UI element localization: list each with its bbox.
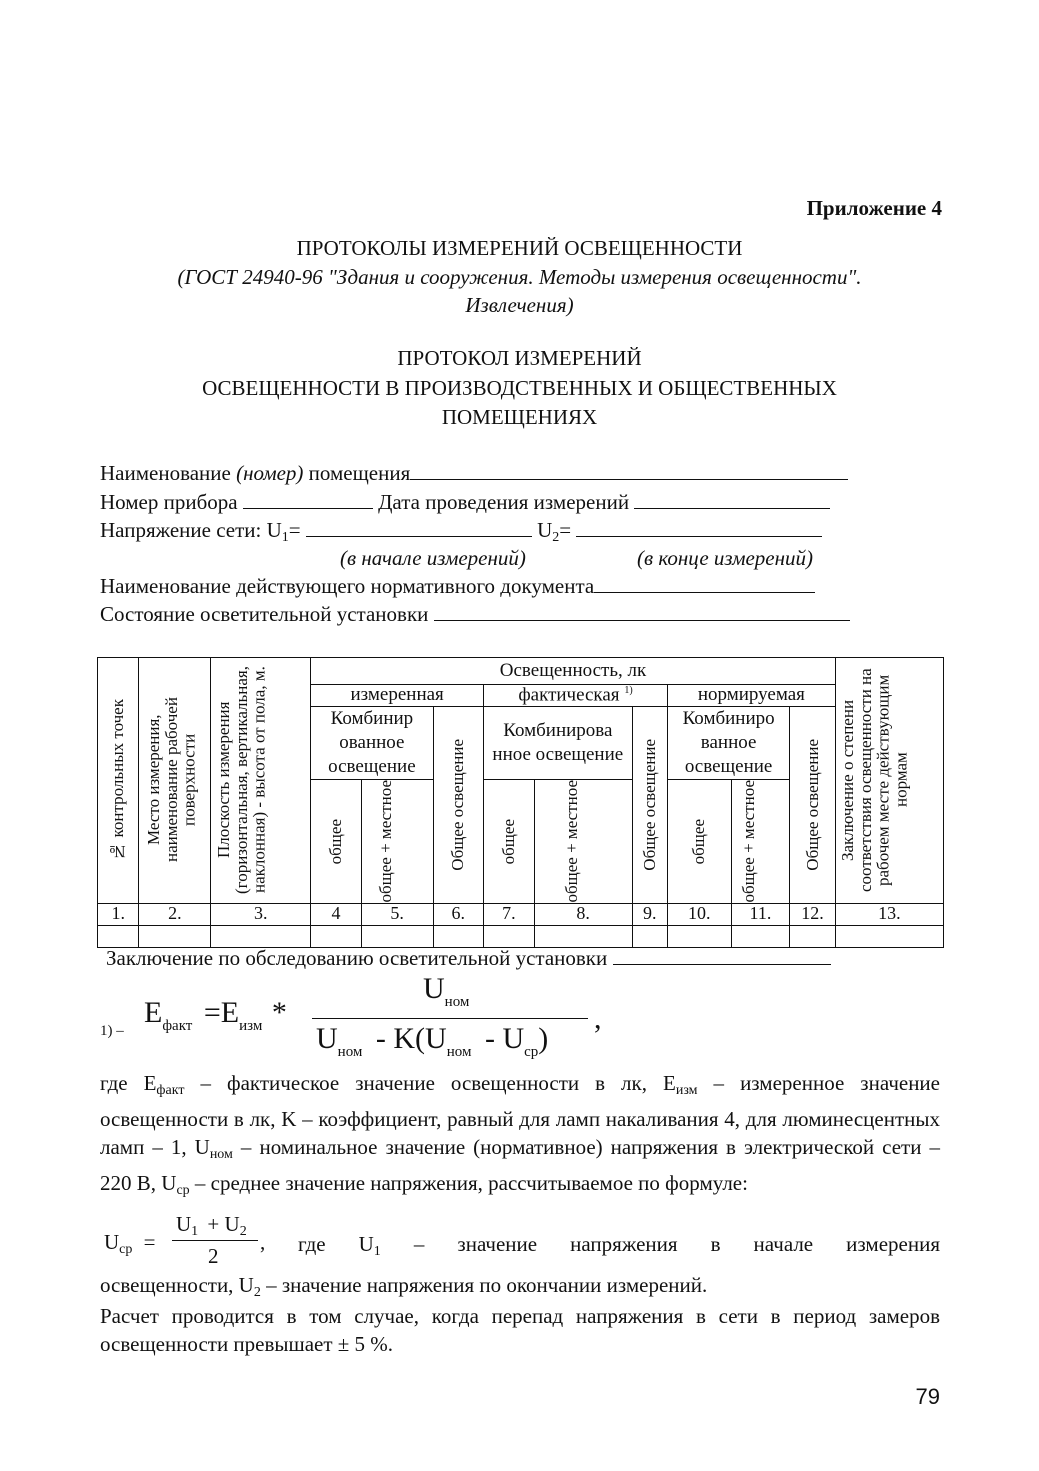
date-blank[interactable] (634, 490, 830, 509)
protocol-title-2: ОСВЕЩЕННОСТИ В ПРОИЗВОДСТВЕННЫХ И ОБЩЕСТВЕННЫХ (202, 376, 837, 400)
empty-data-row (98, 925, 944, 947)
formula-fraction-bar (312, 1018, 588, 1019)
col-num-1: 1. (98, 903, 139, 925)
col-num-6: 6. (433, 903, 484, 925)
appendix-label: Приложение 4 (806, 196, 942, 220)
normed-general-sub: общее (667, 780, 731, 903)
room-name-note: (номер) (236, 461, 304, 485)
voltage-end-note: (в конце измерений) (637, 546, 814, 570)
data-cell[interactable] (211, 925, 311, 947)
room-name-field (100, 461, 848, 486)
col-num-10: 10. (667, 903, 731, 925)
formula-numerator: $U_{ном}$ (423, 972, 470, 1010)
normed-general-local-sub: общее + местное (731, 780, 790, 903)
device-number-label: Номер прибора (100, 490, 238, 514)
measured-general-local-sub: общее + местное (361, 780, 433, 903)
measured-general-header: Общее освещение (433, 707, 484, 903)
col-num-11: 11. (731, 903, 790, 925)
data-cell[interactable] (98, 925, 139, 947)
actual-combined-header: Комбинирова нное освещение (484, 707, 633, 780)
u1-subscript: 1 (281, 530, 289, 545)
data-cell[interactable] (361, 925, 433, 947)
u2-eq: = (559, 518, 572, 542)
formula2-lhs: Uср = (104, 1230, 156, 1257)
col-points-header: № контрольных точек (98, 658, 139, 904)
device-date-field (100, 490, 830, 515)
col-num-8: 8. (534, 903, 632, 925)
norm-doc-blank[interactable] (594, 574, 815, 593)
illumination-header: Освещенность, лк (311, 658, 836, 685)
column-number-row (98, 903, 944, 925)
calc-note: Расчет проводится в том случае, когда перепад напряжения в сети в период замеров освещенности превышает ± 5 %. (100, 1304, 940, 1356)
u2-label: U (537, 518, 553, 542)
col-num-4: 4 (311, 903, 362, 925)
measured-general-sub: общее (311, 780, 362, 903)
formula2-denominator: 2 (208, 1244, 219, 1268)
measured-header: измеренная (311, 685, 484, 707)
col-num-7: 7. (484, 903, 535, 925)
data-cell[interactable] (731, 925, 790, 947)
data-cell[interactable] (790, 925, 836, 947)
col-num-13: 13. (835, 903, 943, 925)
formula2-tail: где U1 – значение напряжения в начале измерения (298, 1232, 940, 1259)
install-state-blank[interactable] (434, 602, 850, 621)
formula-comma: , (594, 1002, 602, 1035)
room-name-blank[interactable] (410, 461, 848, 480)
col-plane-header: Плоскость измерения (горизонтальная, вертикальная, наклонная) - высота от пола, м. (211, 658, 311, 904)
source-line-2: Извлечения) (465, 293, 574, 317)
device-number-blank[interactable] (243, 490, 373, 509)
u1-eq: = (288, 518, 301, 542)
formula-lhs: $E_{факт} =E_{изм}$ * (144, 996, 287, 1034)
formula-denominator: $U_{ном} - K(U_{ном} - U_{ср})$ (316, 1022, 549, 1060)
data-cell[interactable] (139, 925, 211, 947)
conclusion-field (106, 946, 831, 971)
norm-doc-field (100, 574, 815, 599)
col-num-12: 12. (790, 903, 836, 925)
u2-subscript: 2 (552, 530, 560, 545)
actual-general-local-sub: общее + местное (534, 780, 632, 903)
data-cell[interactable] (433, 925, 484, 947)
conclusion-label: Заключение по обследованию осветительной установки (106, 946, 608, 970)
measurement-table (97, 657, 944, 948)
voltage-field (100, 518, 822, 546)
install-state-field (100, 602, 850, 627)
col-num-5: 5. (361, 903, 433, 925)
col-place-header: Место измерения, наименование рабочей поверхности (139, 658, 211, 904)
protocol-title-1: ПРОТОКОЛ ИЗМЕРЕНИЙ (397, 346, 642, 370)
formula2-fraction-bar (172, 1240, 258, 1241)
formula2-numerator: U1 + U2 (176, 1212, 247, 1239)
col-num-2: 2. (139, 903, 211, 925)
formula-note: 1) – (100, 1023, 124, 1039)
formula2-comma: , (260, 1230, 266, 1254)
data-cell[interactable] (534, 925, 632, 947)
voltage-start-note: (в начале измерений) (340, 546, 526, 570)
actual-header: фактическая $^{1)}$ (484, 685, 668, 707)
page-number: 79 (915, 1384, 940, 1409)
normed-general-header: Общее освещение (790, 707, 836, 903)
main-title: ПРОТОКОЛЫ ИЗМЕРЕНИЙ ОСВЕЩЕННОСТИ (296, 236, 743, 260)
actual-general-header: Общее освещение (632, 707, 667, 903)
col-num-9: 9. (632, 903, 667, 925)
measured-combined-header: Комбинир ованное освещение (311, 707, 433, 780)
norm-doc-label: Наименование действующего нормативного документа (100, 574, 595, 598)
u1-blank[interactable] (306, 518, 532, 537)
data-cell[interactable] (835, 925, 943, 947)
col-num-3: 3. (211, 903, 311, 925)
u2-blank[interactable] (576, 518, 822, 537)
conclusion-blank[interactable] (613, 946, 831, 965)
data-cell[interactable] (667, 925, 731, 947)
actual-footnote-mark: 1) (624, 685, 633, 696)
explanation-2: освещенности, U2 – значение напряжения по окончании измерений. (100, 1273, 708, 1300)
normed-header: нормируемая (667, 685, 835, 707)
protocol-title-3: ПОМЕЩЕНИЯХ (441, 405, 598, 429)
data-cell[interactable] (484, 925, 535, 947)
date-label: Дата проведения измерений (378, 490, 630, 514)
source-line-1: (ГОСТ 24940-96 "Здания и сооружения. Методы измерения освещенности". (177, 265, 862, 289)
actual-general-sub: общее (484, 780, 535, 903)
data-cell[interactable] (311, 925, 362, 947)
room-name-label-end: помещения (303, 461, 411, 485)
install-state-label: Состояние осветительной установки (100, 602, 429, 626)
voltage-label: Напряжение сети: U (100, 518, 282, 542)
formula-explanation: где Eфакт – фактическое значение освещенности в лк, Eизм – измеренное значение освещенности в лк, K – коэффициент, равный для ламп накаливания 4, для люминесцентных ламп – 1, Uном – номинальное значение (нормативное) напряжения в электрической сети – 220 В, Uср – среднее значение напряжения, рассчитываемое по формуле: (100, 1071, 940, 1198)
room-name-label: Наименование (100, 461, 237, 485)
data-cell[interactable] (632, 925, 667, 947)
col-conclusion-header: Заключение о степени соответствия освещенности на рабочем месте действующим нормам (835, 658, 943, 904)
normed-combined-header: Комбиниро ванное освещение (667, 707, 789, 780)
